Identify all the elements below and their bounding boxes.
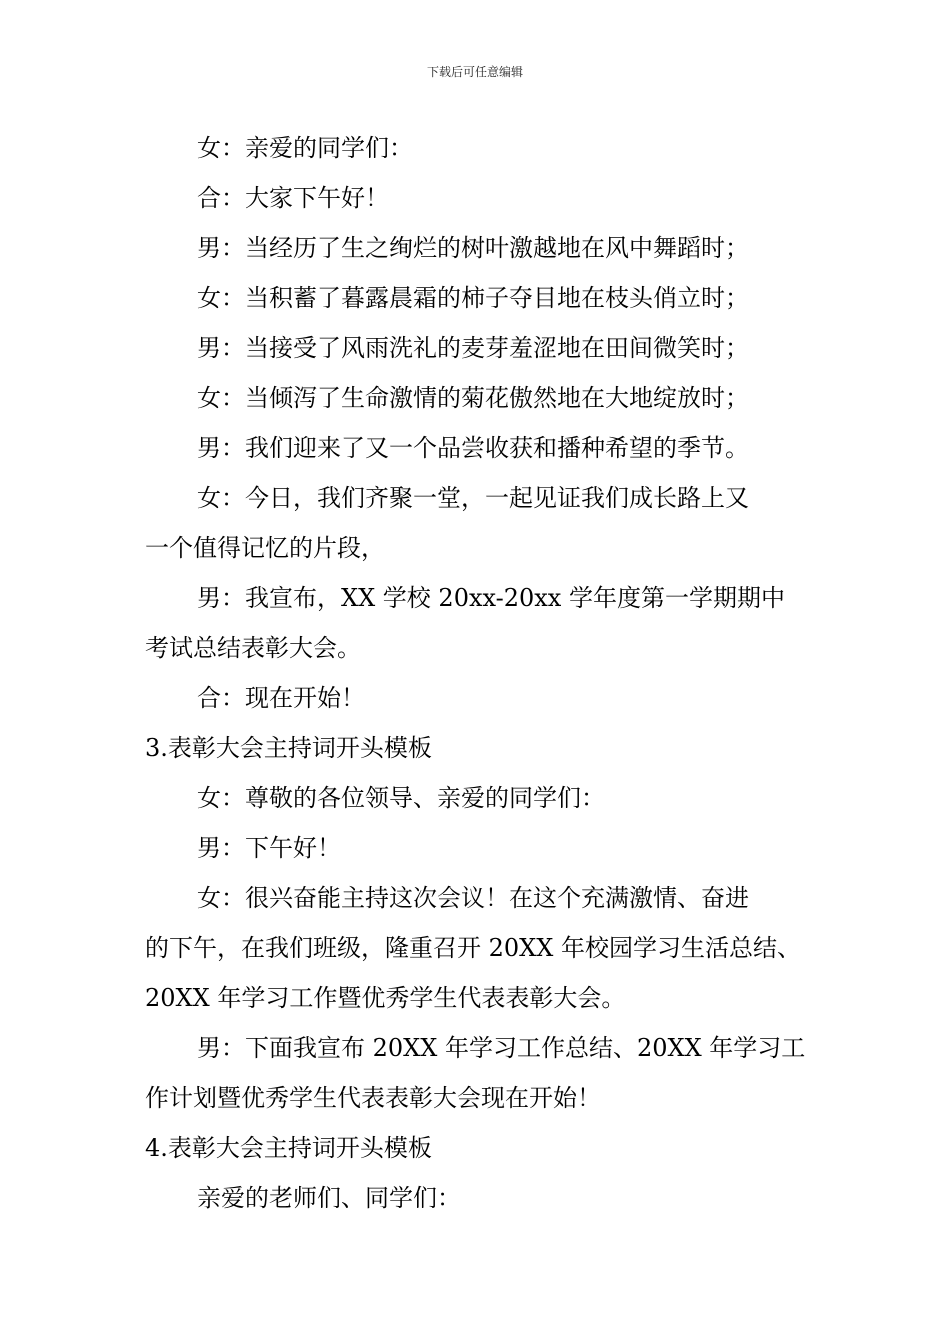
paragraph-line: 考试总结表彰大会。	[145, 634, 361, 662]
paragraph-line: 作计划暨优秀学生代表表彰大会现在开始！	[145, 1084, 601, 1112]
paragraph-line: 20XX 年学习工作暨优秀学生代表表彰大会。	[145, 984, 626, 1012]
paragraph-line: 女：尊敬的各位领导、亲爱的同学们：	[197, 784, 605, 812]
paragraph-line: 男：下面我宣布 20XX 年学习工作总结、20XX 年学习工	[197, 1034, 806, 1062]
paragraph-line: 女：当倾泻了生命激情的菊花傲然地在大地绽放时；	[197, 384, 749, 412]
paragraph-line: 合：大家下午好！	[197, 184, 389, 212]
paragraph-line: 男：我们迎来了又一个品尝收获和播种希望的季节。	[197, 434, 749, 462]
paragraph-line: 女：很兴奋能主持这次会议！在这个充满激情、奋进	[197, 884, 749, 912]
paragraph-line: 合：现在开始！	[197, 684, 365, 712]
paragraph-line: 女：亲爱的同学们：	[197, 134, 413, 162]
paragraph-line: 男：我宣布，XX 学校 20xx-20xx 学年度第一学期期中	[197, 584, 785, 612]
paragraph-line: 的下午，在我们班级，隆重召开 20XX 年校园学习生活总结、	[145, 934, 801, 962]
paragraph-line: 亲爱的老师们、同学们：	[197, 1184, 461, 1212]
paragraph-line: 女：今日，我们齐聚一堂，一起见证我们成长路上又	[197, 484, 749, 512]
page-header-note: 下载后可任意编辑	[426, 65, 523, 79]
paragraph-line: 男：当接受了风雨洗礼的麦芽羞涩地在田间微笑时；	[197, 334, 749, 362]
paragraph-line: 一个值得记忆的片段，	[145, 534, 385, 562]
paragraph-line: 男：下午好！	[197, 834, 341, 862]
paragraph-line: 女：当积蓄了暮露晨霜的柿子夺目地在枝头俏立时；	[197, 284, 749, 312]
paragraph-line: 男：当经历了生之绚烂的树叶激越地在风中舞蹈时；	[197, 234, 749, 262]
document-body	[145, 123, 825, 1223]
section-heading: 4.表彰大会主持词开头模板	[145, 1134, 432, 1162]
section-heading: 3.表彰大会主持词开头模板	[145, 734, 432, 762]
